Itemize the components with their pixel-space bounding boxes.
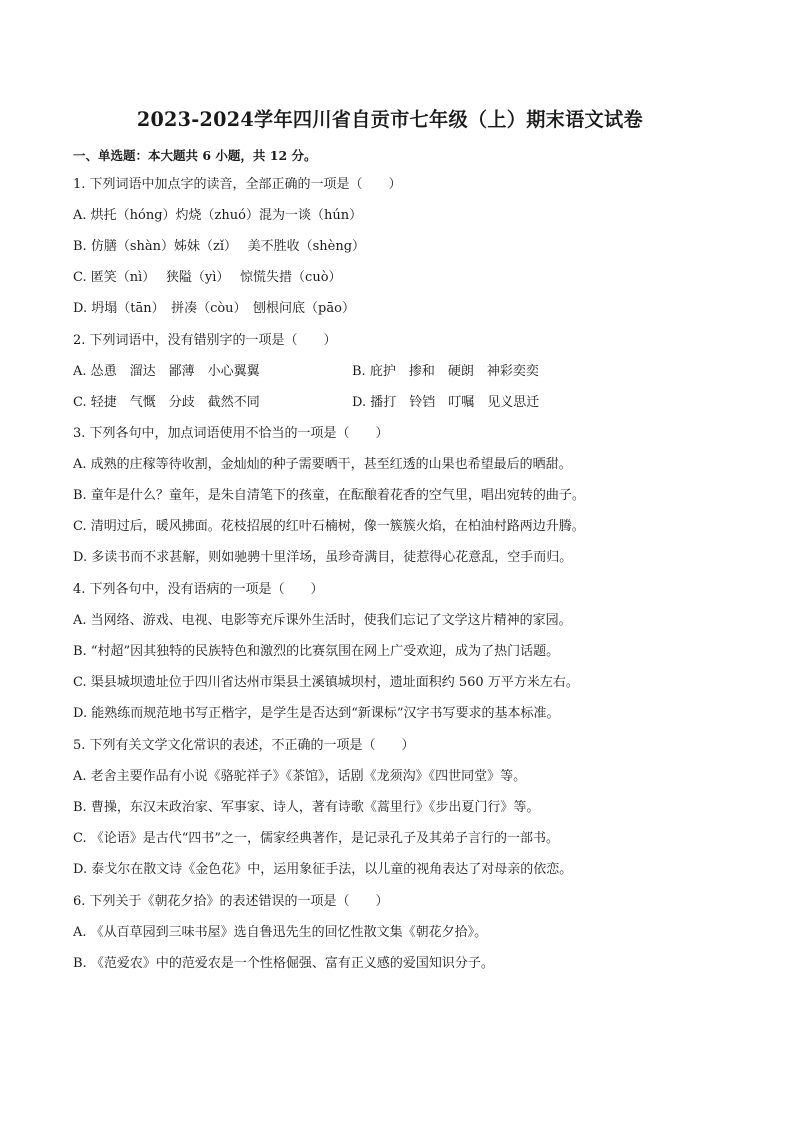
question-3-option-d: D. 多读书而不求甚解，则如驰骋十里洋场，虽珍奇满目，徒惹得心花意乱，空手而归。 xyxy=(73,550,573,565)
question-1-option-a: A. 烘托（hóng）灼烧（zhuó）混为一谈（hún） xyxy=(73,208,363,223)
question-5-option-c: C. 《论语》是古代“四书”之一，儒家经典著作，是记录孔子及其弟子言行的一部书。 xyxy=(73,831,560,846)
question-6-option-a: A. 《从百草园到三味书屋》选自鲁迅先生的回忆性散文集《朝花夕拾》。 xyxy=(73,925,488,940)
question-4-option-c: C. 渠县城坝遗址位于四川省达州市渠县土溪镇城坝村，遗址面积约 560 万平方米左右。 xyxy=(73,675,579,690)
question-3-stem: 3. 下列各句中，加点词语使用不恰当的一项是（ ） xyxy=(73,426,389,441)
question-3-option-a: A. 成熟的庄稼等待收割，金灿灿的种子需要晒干，甚至红透的山果也希望最后的晒甜。 xyxy=(73,457,572,472)
page-title: 2023-2024学年四川省自贡市七年级（上）期末语文试卷 xyxy=(136,108,643,131)
section-heading: 一、单选题：本大题共 6 小题，共 12 分。 xyxy=(73,148,317,163)
question-5-option-d: D. 泰戈尔在散文诗《金色花》中，运用象征手法，以儿童的视角表达了对母亲的依恋。 xyxy=(73,862,573,877)
question-2-option-c: C. 轻捷 气慨 分歧 截然不同 xyxy=(73,395,260,410)
question-4-option-d: D. 能熟练而规范地书写正楷字，是学生是否达到“新课标”汉字书写要求的基本标准。 xyxy=(73,706,560,721)
question-6-stem: 6. 下列关于《朝花夕拾》的表述错误的一项是（ ） xyxy=(73,894,389,909)
question-4-option-a: A. 当网络、游戏、电视、电影等充斥课外生活时，使我们忘记了文学这片精神的家园。 xyxy=(73,613,572,628)
question-5-stem: 5. 下列有关文学文化常识的表述，不正确的一项是（ ） xyxy=(73,738,415,753)
question-2-option-a: A. 怂恿 溜达 鄙薄 小心翼翼 xyxy=(73,364,260,379)
question-3-option-c: C. 清明过后，暖风拂面。花枝招展的红叶石楠树，像一簇簇火焰，在柏油村路两边升腾。 xyxy=(73,519,585,534)
question-6-option-b: B. 《范爱农》中的范爱农是一个性格倔强、富有正义感的爱国知识分子。 xyxy=(73,956,494,971)
question-4-stem: 4. 下列各句中，没有语病的一项是（ ） xyxy=(73,582,324,597)
question-1-option-c: C. 匿笑（nì） 狭隘（yì） 惊慌失措（cuò） xyxy=(73,270,342,285)
question-2-stem: 2. 下列词语中，没有错别字的一项是（ ） xyxy=(73,333,337,348)
question-2-option-d: D. 播打 铃铛 叮嘱 见义思迁 xyxy=(352,395,540,410)
question-3-option-b: B. 童年是什么？童年，是朱自清笔下的孩童，在酝酿着花香的空气里，唱出宛转的曲子。 xyxy=(73,488,585,503)
question-4-option-b: B. “村超”因其独特的民族特色和激烈的比赛氛围在网上广受欢迎，成为了热门话题。 xyxy=(73,644,560,659)
question-1-stem: 1. 下列词语中加点字的读音，全部正确的一项是（ ） xyxy=(73,177,402,192)
question-1-option-d: D. 坍塌（tān） 拼凑（còu） 刨根问底（pāo） xyxy=(73,301,355,316)
question-2-option-b: B. 庇护 掺和 硬朗 神彩奕奕 xyxy=(352,364,539,379)
question-1-option-b: B. 仿膳（shàn）姊妹（zǐ） 美不胜收（shèng） xyxy=(73,239,366,254)
question-5-option-b: B. 曹操，东汉末政治家、军事家、诗人，著有诗歌《蒿里行》《步出夏门行》等。 xyxy=(73,800,540,815)
question-5-option-a: A. 老舍主要作品有小说《骆驼祥子》《茶馆》，话剧《龙须沟》《四世同堂》等。 xyxy=(73,769,527,784)
